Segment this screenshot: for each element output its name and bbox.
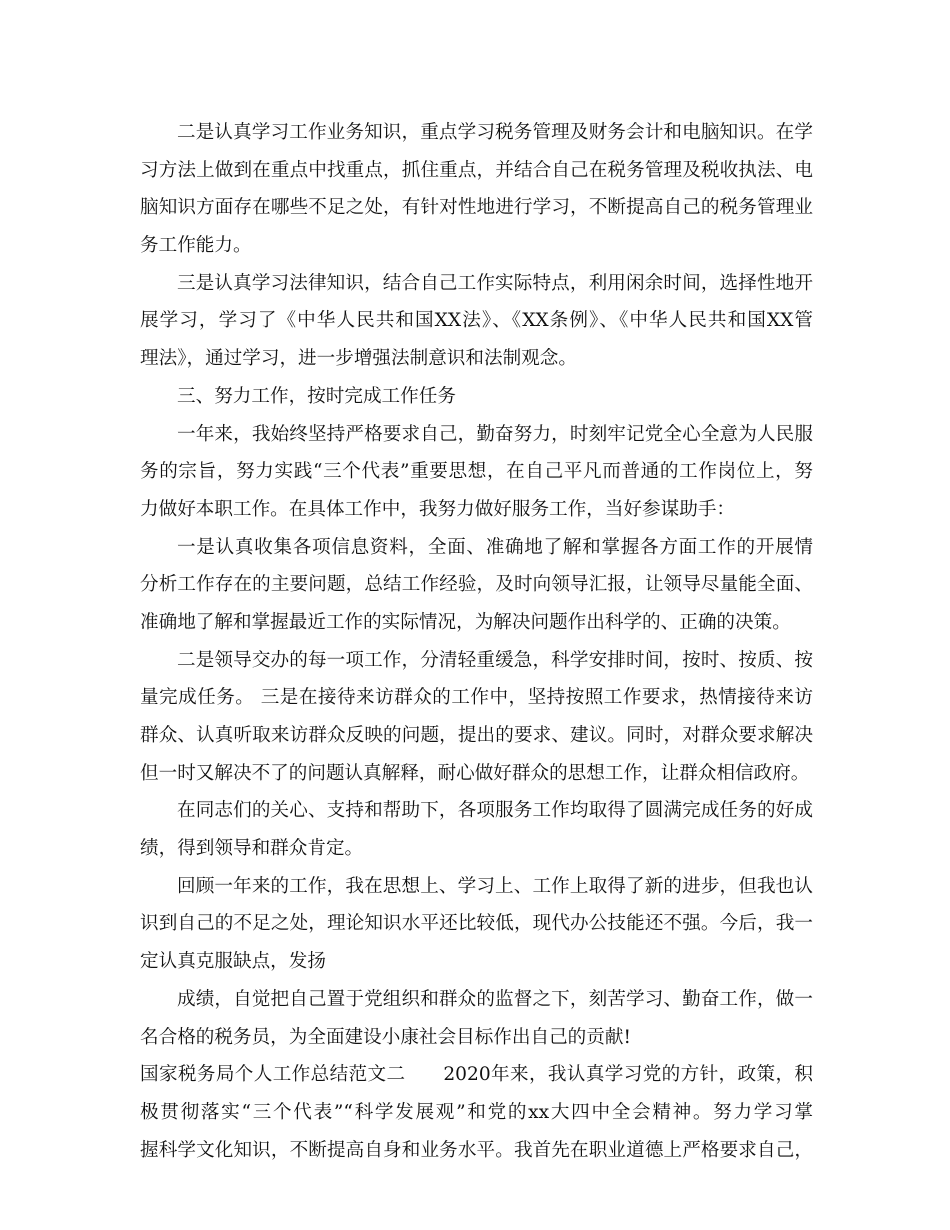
text-line: 二是认真学习工作业务知识，重点学习税务管理及财务会计和电脑知识。在学 — [177, 122, 813, 143]
text-line: 分析工作存在的主要问题，总结工作经验，及时向领导汇报，让领导尽量能全面、 — [140, 574, 813, 596]
text-line: 回顾一年来的工作，我在思想上、学习上、工作上取得了新的进步，但我也认 — [177, 875, 813, 897]
text-line: 量完成任务。 三是在接待来访群众的工作中，坚持按照工作要求，热情接待来访 — [140, 687, 813, 709]
text-line: 极贯彻落实“三个代表”“科学发展观”和党的xx大四中全会精神。努力学习掌 — [140, 1101, 813, 1123]
text-line: 成绩，自觉把自己置于党组织和群众的监督之下，刻苦学习、勤奋工作，做一 — [177, 988, 813, 1010]
text-line: 习方法上做到在重点中找重点，抓住重点，并结合自己在税务管理及税收执法、电 — [140, 159, 813, 181]
text-line: 展学习，学习了《中华人民共和国XX法》、《XX条例》、《中华人民共和国XX管 — [140, 310, 813, 332]
text-line: 绩，得到领导和群众肯定。 — [140, 838, 364, 860]
text-line: 在同志们的关心、支持和帮助下，各项服务工作均取得了圆满完成任务的好成 — [177, 800, 813, 822]
text-line: 三是认真学习法律知识，结合自己工作实际特点，利用闲余时间，选择性地开 — [177, 272, 813, 294]
text-line: 国家税务局个人工作总结范文二 2020年来，我认真学习党的方针，政策，积 — [140, 1064, 813, 1086]
document-body — [140, 114, 813, 1169]
text-line: 定认真克服缺点，发扬 — [140, 951, 326, 973]
text-line: 一年来，我始终坚持严格要求自己，勤奋努力，时刻牢记党全心全意为人民服 — [177, 423, 813, 445]
text-line: 一是认真收集各项信息资料，全面、准确地了解和掌握各方面工作的开展情 — [177, 536, 813, 558]
text-line: 脑知识方面存在哪些不足之处，有针对性地进行学习，不断提高自己的税务管理业 — [140, 197, 813, 219]
text-line: 二是领导交办的每一项工作，分清轻重缓急，科学安排时间，按时、按质、按 — [177, 649, 813, 671]
text-line: 握科学文化知识，不断提高自身和业务水平。我首先在职业道德上严格要求自己， — [140, 1139, 813, 1161]
text-line: 但一时又解决不了的问题认真解释，耐心做好群众的思想工作，让群众相信政府。 — [140, 762, 810, 784]
text-line: 务工作能力。 — [140, 235, 252, 257]
text-line: 识到自己的不足之处，理论知识水平还比较低，现代办公技能还不强。今后，我一 — [140, 913, 813, 935]
text-line: 准确地了解和掌握最近工作的实际情况，为解决问题作出科学的、正确的决策。 — [140, 611, 791, 633]
section-heading: 三、努力工作，按时完成工作任务 — [177, 385, 456, 407]
text-line: 理法》，通过学习，进一步增强法制意识和法制观念。 — [140, 348, 577, 370]
text-line: 群众、认真听取来访群众反映的问题，提出的要求、建议。同时，对群众要求解决 — [140, 725, 813, 746]
text-line: 名合格的税务员，为全面建设小康社会目标作出自己的贡献! — [140, 1026, 631, 1048]
text-line: 务的宗旨，努力实践“三个代表”重要思想，在自己平凡而普通的工作岗位上，努 — [140, 461, 813, 483]
text-line: 力做好本职工作。在具体工作中，我努力做好服务工作，当好参谋助手： — [140, 498, 736, 520]
